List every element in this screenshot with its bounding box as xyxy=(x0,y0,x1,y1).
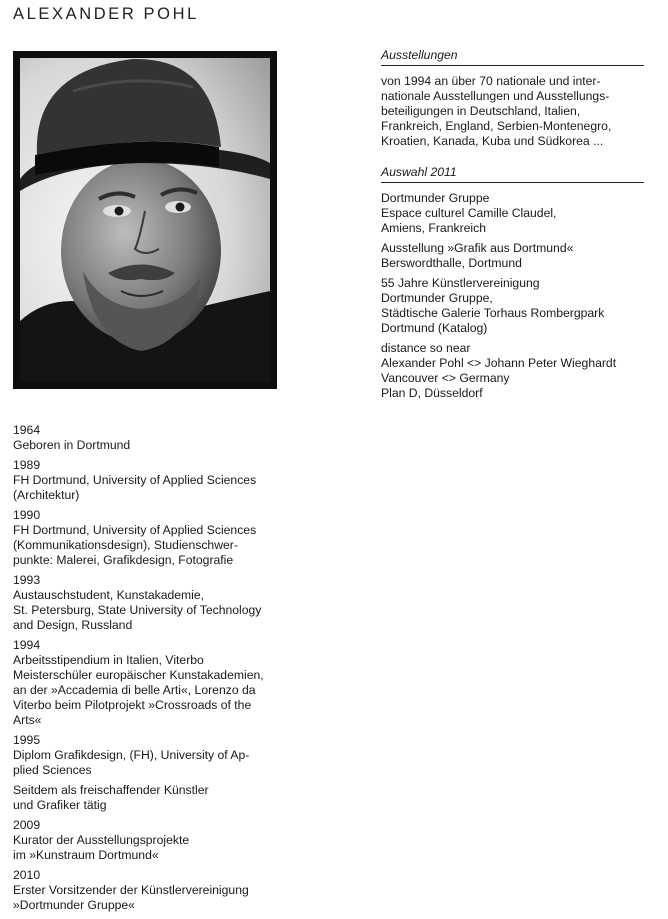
bio-text: Erster Vorsitzender der Künstlervereinigung xyxy=(13,883,249,897)
portrait-photo xyxy=(13,51,277,389)
summary-line: Kroatien, Kanada, Kuba und Südkorea ... xyxy=(381,134,604,148)
bio-entry xyxy=(13,573,313,633)
bio-year: 1990 xyxy=(13,508,41,522)
bio-entry xyxy=(13,458,313,503)
summary-line: beteiligungen in Deutschland, Italien, xyxy=(381,104,581,118)
exhibitions-summary xyxy=(381,74,644,149)
exhibitions-heading: Ausstellungen xyxy=(381,48,644,66)
bio-text: plied Sciences xyxy=(13,763,92,777)
summary-line: nationale Ausstellungen und Ausstellungs- xyxy=(381,89,610,103)
exhibition-item xyxy=(381,341,644,401)
bio-entry xyxy=(13,423,313,453)
bio-year: 1964 xyxy=(13,423,41,437)
bio-text: Kurator der Ausstellungsprojekte xyxy=(13,833,190,847)
bio-entry xyxy=(13,508,313,568)
bio-text: FH Dortmund, University of Applied Sciences xyxy=(13,523,257,537)
exhibition-line: Plan D, Düsseldorf xyxy=(381,386,483,400)
bio-text: an der »Accademia di belle Arti«, Lorenzo da xyxy=(13,683,256,697)
bio-text: (Kommunikationsdesign), Studienschwer- xyxy=(13,538,238,552)
summary-line: Frankreich, England, Serbien-Montenegro, xyxy=(381,119,612,133)
bio-entry xyxy=(13,638,313,728)
page-title: ALEXANDER POHL xyxy=(13,5,199,23)
bio-year: 2010 xyxy=(13,868,41,882)
bio-year: 1989 xyxy=(13,458,41,472)
bio-year: 1995 xyxy=(13,733,41,747)
bio-entry xyxy=(13,783,313,813)
exhibition-line: Amiens, Frankreich xyxy=(381,221,486,235)
bio-year: 2009 xyxy=(13,818,41,832)
bio-text: punkte: Malerei, Grafikdesign, Fotografie xyxy=(13,553,234,567)
exhibition-line: Dortmunder Gruppe xyxy=(381,191,490,205)
bio-text: Arts« xyxy=(13,713,42,727)
exhibition-item xyxy=(381,191,644,236)
biography xyxy=(13,423,313,918)
exhibitions-column xyxy=(381,48,644,406)
bio-year: 1993 xyxy=(13,573,41,587)
bio-text: Viterbo beim Pilotprojekt »Crossroads of the xyxy=(13,698,252,712)
bio-text: (Architektur) xyxy=(13,488,80,502)
bio-text: Diplom Grafikdesign, (FH), University of Ap- xyxy=(13,748,250,762)
exhibition-line: Städtische Galerie Torhaus Rombergpark xyxy=(381,306,605,320)
bio-text: und Grafiker tätig xyxy=(13,798,107,812)
bio-text: and Design, Russland xyxy=(13,618,133,632)
exhibition-line: Alexander Pohl <> Johann Peter Wieghardt xyxy=(381,356,617,370)
bio-text: Austauschstudent, Kunstakademie, xyxy=(13,588,205,602)
bio-text: Seitdem als freischaffender Künstler xyxy=(13,783,209,797)
bio-text: St. Petersburg, State University of Technology xyxy=(13,603,262,617)
summary-line: von 1994 an über 70 nationale und inter- xyxy=(381,74,601,88)
bio-text: Arbeitsstipendium in Italien, Viterbo xyxy=(13,653,204,667)
exhibition-line: Berswordthalle, Dortmund xyxy=(381,256,522,270)
bio-text: im »Kunstraum Dortmund« xyxy=(13,848,159,862)
exhibition-line: 55 Jahre Künstlervereinigung xyxy=(381,276,540,290)
exhibition-line: Espace culturel Camille Claudel, xyxy=(381,206,557,220)
bio-text: Geboren in Dortmund xyxy=(13,438,131,452)
exhibition-line: Vancouver <> Germany xyxy=(381,371,510,385)
bio-entry xyxy=(13,733,313,778)
bio-text: »Dortmunder Gruppe« xyxy=(13,898,135,912)
bio-text: FH Dortmund, University of Applied Sciences xyxy=(13,473,257,487)
selection-heading: Auswahl 2011 xyxy=(381,165,644,183)
exhibition-item xyxy=(381,276,644,336)
bio-text: Meisterschüler europäischer Kunstakademien, xyxy=(13,668,264,682)
bio-year: 1994 xyxy=(13,638,41,652)
selection-section xyxy=(381,165,644,401)
portrait-image xyxy=(13,51,277,389)
exhibition-line: Dortmund (Katalog) xyxy=(381,321,488,335)
bio-entry xyxy=(13,868,313,913)
exhibition-line: Ausstellung »Grafik aus Dortmund« xyxy=(381,241,574,255)
bio-entry xyxy=(13,818,313,863)
exhibition-item xyxy=(381,241,644,271)
exhibition-line: Dortmunder Gruppe, xyxy=(381,291,493,305)
exhibition-line: distance so near xyxy=(381,341,471,355)
